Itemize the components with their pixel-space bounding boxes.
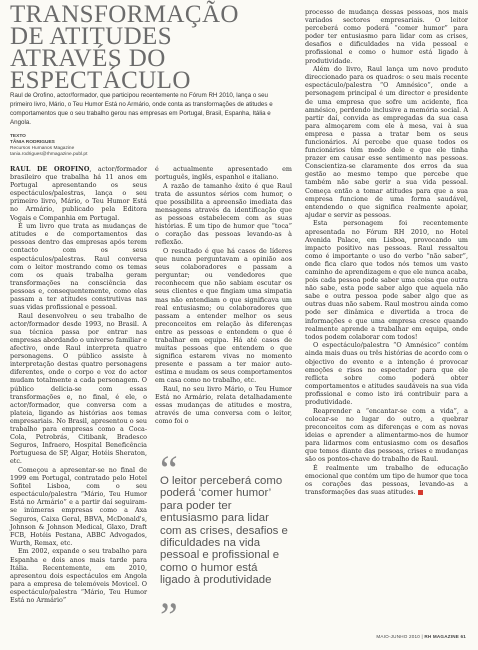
title-line-3: ATRAVÉS DO ESPECTÁCULO	[10, 45, 191, 94]
paragraph: A razão de tamanho êxito é que Raul trata de assuntos sérios com humor, o que possibilita a apreensão imediata das mensagens através da identificação que as pessoas estabelecem com as suas histórias. É um tipo de humor que “toca” o coração das pessoas levando-as à reflexão.	[155, 181, 292, 247]
paragraph	[10, 165, 147, 222]
end-mark-icon	[418, 490, 423, 495]
pull-quote	[160, 475, 290, 587]
footer-magazine: RH MAGAZINE	[424, 634, 459, 639]
author-role: Recursos Humanos Magazine	[10, 146, 75, 151]
paragraph: é actualmente apresentado em português, inglês, espanhol e italiano.	[155, 165, 292, 182]
author-name: TÂNIA RODRIGUES	[10, 140, 55, 145]
paragraph-text: , actor/formador brasileiro que trabalha há 11 anos em Portugal apresentando os seus espectáculos/palestras, lança o seu primeiro livro, Mário, o Teu Humor Está no Armário, publicado pela Editora Vogais e Companhia em Portugal.	[10, 165, 147, 222]
page-footer	[376, 634, 466, 639]
paragraph: processo de mudança dessas pessoas, nos mais variados sectores empresariais. O leitor perceberá como poderá “comer humor” para poder ter entusiasmo para lidar com as crises, desafios e dificuldades na vida pessoal e profissional e como o humor está ligado à produtividade.	[305, 8, 468, 65]
title-line-1: TRANSFORMAÇÃO	[10, 1, 239, 28]
column-2	[155, 165, 292, 426]
paragraph: Reaprender a “encantar-se com a vida”, a colocar-se no lugar do outro, a quebrar preconceitos com as diferenças e com as novas ideias e aprender a alimentarmo-nos de humor para lidarmos com entusiasmo com os desafios que temos diante das pessoas, crises e mudanças são os pontos-chave do trabalho de Raul.	[305, 406, 468, 464]
paragraph: Em 2002, expande o seu trabalho para Espanha e dois anos mais tarde para Itália. Recentemente, em 2010, apresentou dois espectáculos em Angola para a empresa de telemóveis Movicel. O espectáculo/palestra “Mário, Teu Humor Está no Armário”	[10, 547, 147, 604]
close-quote-icon: ”	[160, 594, 178, 639]
paragraph: O resultado é que há casos de líderes que nunca perguntavam a opinião aos seus colaboradores e passam a perguntar; ou vendedores que reconhecem que não sabiam escutar os seus clientes e que fingiam uma simpatia mas não entendiam o que significava um real entusiasmo; ou colaboradores que passam a entender melhor os seus preconceitos em relação às diferenças entre as pessoas e entendem o que é trabalhar em equipa. Há até casos de muitas pessoas que entendem o que significa estarem vivas no momento presente e passam a ter maior auto-estima e mudam os seus comportamentos em casa como no trabalho, etc.	[155, 246, 292, 385]
column-1	[10, 165, 147, 605]
article-title	[10, 1, 310, 94]
paragraph: Raul, no seu livro Mário, o Teu Humor Está no Armário, relata detalhadamente essas mudanças de atitudes e mostra, através de uma conversa com o leitor, como foi o	[155, 385, 292, 426]
paragraph: Raul desenvolveu o seu trabalho de actor/formador desde 1993, no Brasil. A sua técnica passa por entrar nas empresas abordando o universo familiar e afectivo, onde Raul interpreta quatro personagens. O público assiste à interpretação destas quatro personagens diferentes, onde o corpo e voz do actor mudam totalmente a cada personagem. O público delicia-se com essas transformações e, no final, é ele, o actor/formador, que conversa com a plateia, ligando as histórias aos temas empresariais. No Brasil, apresentou o seu trabalho para empresas como a Coca-Cola, Petrobrás, Citibank, Bradesco Seguros, Infraero, Hospital Beneficência Portuguesa de SP, Algar, Hotéis Sheraton, etc.	[10, 311, 147, 466]
opening-caps: RAUL DE OROFINO	[10, 165, 90, 173]
paragraph: Começou a apresentar-se no final de 1999 em Portugal, contratado pelo Hotel Sofitel Lisboa, com o seu espectáculo/palestra “Mário, Teu Humor Está no Armário” e a partir daí seguiram-se inúmeras empresas como a Axa Seguros, Caixa Geral, BBVA, McDonald's, Johnson & Johnson Medical, Glaxo, Draft FCB, Hotéis Pestana, ABBC Advogados, Wurth, Remax, etc.	[10, 465, 147, 547]
article-lead: Raul de Orofino, actor/formador, que participou recentemente no Fórum RH 2010, lança o seu primeiro livro, Mário, o Teu Humor Está no Armário, onde conta as transformações de atitudes e comportamentos que o seu trabalho gerou nas empresas em Portugal, Brasil, Espanha, Itália e Angola.	[10, 92, 273, 126]
footer-separator: |	[421, 634, 423, 639]
title-line-2: DE ATITUDES	[10, 23, 173, 50]
author-email[interactable]: tania.rodrigues@rhmagazine.publ.pt	[10, 152, 88, 157]
footer-date: MAIO-JUNHO 2010	[376, 634, 420, 639]
column-3	[305, 8, 468, 497]
author-label: TEXTO	[10, 134, 26, 139]
paragraph: Esta personagem foi recentemente apresentada no Fórum RH 2010, no Hotel Avenida Palace, em Lisboa, provocando um impacto positivo nas pessoas. Raul ressaltou como é importante o uso do verbo “não saber”, onde fica claro que todos nós temos um vasto caminho de aprendizagem e que ele nunca acaba, pois cada pessoa pode saber uma coisa que outra não sabe, esta pode saber algo que aquela não sabe e outra pessoa pode saber algo que as outras duas não sabem. Raul mostrou ainda como pode ser dinâmica e divertida a troca de informações e que uma empresa cresce quando realmente aprende a trabalhar em equipa, onde todos podem colaborar com todos!	[305, 219, 468, 341]
paragraph: É um livro que trata as mudanças de atitudes e de comportamentos das pessoas dentro das empresas após terem contacto com os seus espectáculos/palestras. Raul conversa com o leitor mostrando como os temas com os quais trabalha geram transformações na consciência das pessoas e, consequentemente, como elas passam a ter atitudes construtivas nas suas vidas profissional e pessoal.	[10, 222, 147, 312]
page-number: 61	[460, 634, 466, 639]
author-credit	[10, 134, 190, 158]
paragraph: O espectáculo/palestra “O Amnésico” contém ainda mais duas ou três histórias de acordo com o objectivo do evento e a intenção é provocar emoções e risos no espectador para que ele reflicta sobre como poderá obter comportamentos e atitudes saudáveis na sua vida profissional e como isto irá contribuir para a produtividade.	[305, 341, 468, 406]
pull-quote-text: O leitor perceberá como poderá ‘comer humor’ para poder ter entusiasmo para lidar com as crises, desafios e dificuldades na vida pessoal e profissional e como o humor está ligado à produtividade	[160, 475, 288, 587]
paragraph-text: É realmente um trabalho de educação emocional que contém um tipo de humor que toca os corações das pessoas, levando-as a transformações das suas atitudes.	[305, 463, 468, 497]
paragraph	[305, 464, 468, 496]
paragraph: Além do livro, Raul lança um novo produto direccionado para os quadros: o seu mais recente espectáculo/palestra “O Amnésico”, onde a personagem principal é um director e presidente de uma empresa que sofre um acidente, fica amnésico, perdendo inclusive a memória social. A partir daí, convida as empregadas da sua casa para almoçarem com ele à mesa, vai à sua empresa e passa a tratar bem os seus funcionários. Aí percebe que quase todos os funcionários têm medo dele e que ele tinha prazer em causar esse sentimento nas pessoas. Conscientiza-se claramente dos erros da sua gestão ao mesmo tempo que percebe que também não sabe gerir a sua vida pessoal. Começa então a tomar atitudes para que a sua empresa funcione de uma forma saudável, entendendo o que significa realmente apoiar, ajudar e servir as pessoas.	[305, 65, 468, 219]
open-quote-icon: “	[160, 447, 178, 492]
